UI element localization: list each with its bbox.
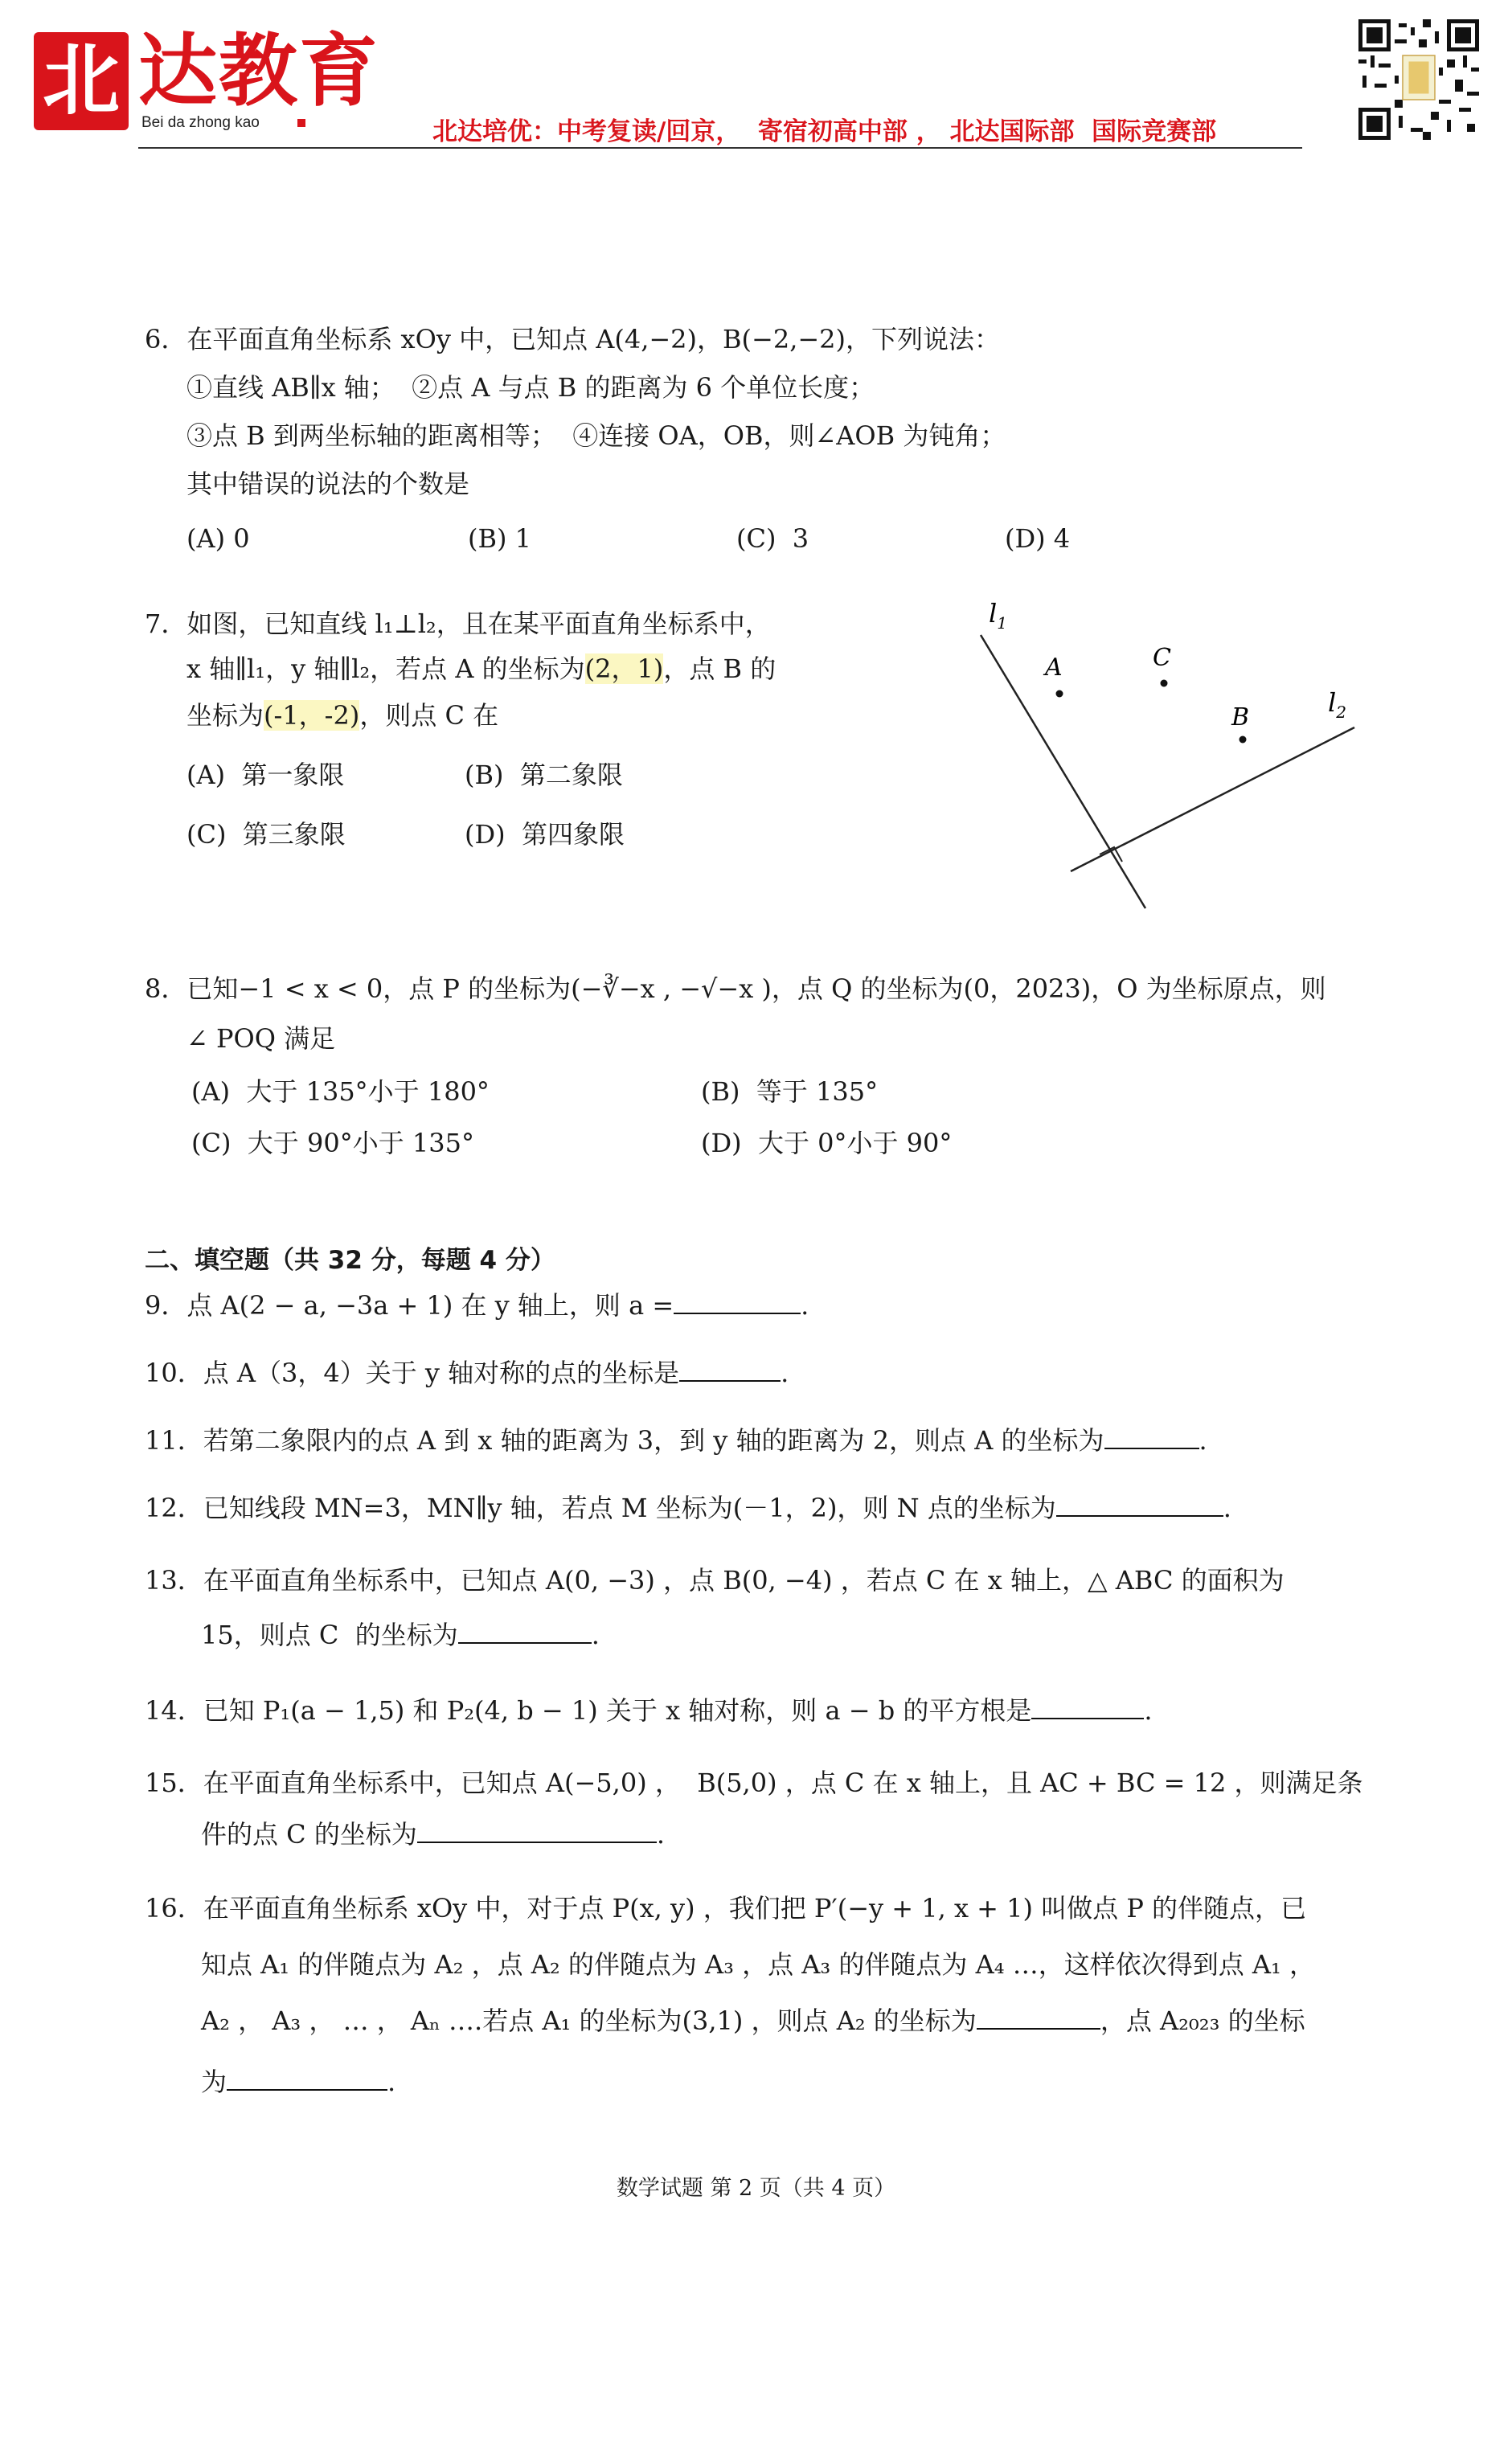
period: . (781, 1358, 789, 1388)
period: . (591, 1620, 600, 1650)
qr-code-icon (1358, 19, 1479, 140)
line-l1 (981, 635, 1145, 908)
answer-blank[interactable] (458, 1620, 592, 1644)
logo-mark: 北 (34, 32, 129, 130)
question-7-line-2 (186, 653, 776, 685)
question-16-stem: 16．在平面直角坐标系 xOy 中，对于点 P(x, y) ，我们把 P′(−y + 1, x + 1) 叫做点 P 的伴随点，已 (145, 1893, 1307, 1924)
question-8-option-a: (A) 大于 135°小于 180° (191, 1076, 490, 1107)
question-6-statement-3-4: ③点 B 到两坐标轴的距离相等； ④连接 OA，OB，则∠AOB 为钝角； (186, 420, 1006, 451)
question-16-text: 为 (201, 2067, 227, 2097)
line-l2 (1071, 727, 1354, 871)
answer-blank[interactable] (1056, 1493, 1223, 1517)
question-8-option-b: (B) 等于 135° (701, 1076, 879, 1107)
point-b-coordinate: (-1，-2) (264, 700, 360, 731)
logo-text: 达教育 (138, 25, 380, 117)
point-a-coordinate: (2，1) (584, 653, 664, 684)
question-8-prompt: ∠ POQ 满足 (186, 1023, 336, 1054)
point-a (1056, 690, 1063, 698)
answer-blank[interactable] (417, 1819, 657, 1843)
question-16-text: A₂ ， A₃ ， … ， Aₙ ….若点 A₁ 的坐标为(3,1) ，则点 A₂ 的坐标为 (201, 2005, 977, 2036)
question-7-option-a: (A) 第一象限 (186, 760, 345, 790)
question-12-text: 12．已知线段 MN=3，MN∥y 轴，若点 M 坐标为(－1，2)，则 N 点的坐标为 (145, 1493, 1056, 1523)
question-15-line-2 (201, 1818, 665, 1850)
question-6-option-d: (D) 4 (1005, 523, 1071, 554)
period: . (656, 1819, 666, 1850)
page-footer: 数学试题 第 2 页（共 4 页） (616, 2176, 896, 2201)
question-16-line-2: 知点 A₁ 的伴随点为 A₂ ，点 A₂ 的伴随点为 A₃ ，点 A₃ 的伴随点为 A₄ …，这样依次得到点 A₁ ， (201, 1949, 1315, 1980)
question-12 (145, 1492, 1231, 1524)
question-7-text: ，点 B 的 (663, 653, 776, 684)
question-16-line-4 (201, 2066, 395, 2098)
question-7-option-b: (B) 第二象限 (465, 760, 623, 790)
period: . (1144, 1695, 1153, 1726)
question-7-figure (949, 587, 1383, 932)
answer-blank[interactable] (679, 1358, 781, 1382)
question-10 (145, 1357, 789, 1389)
question-7-option-c: (C) 第三象限 (186, 819, 346, 850)
question-13-text: 15，则点 C 的坐标为 (201, 1620, 458, 1650)
question-8-option-d: (D) 大于 0°小于 90° (701, 1128, 953, 1158)
label-l1: $l_1$ (989, 598, 1007, 633)
point-c (1161, 680, 1168, 687)
question-9 (145, 1289, 809, 1321)
question-16-line-3 (201, 2005, 1305, 2037)
question-7-text: x 轴∥l₁，y 轴∥l₂，若点 A 的坐标为 (186, 653, 585, 684)
question-7-text: 坐标为 (186, 700, 264, 731)
logo-dot (297, 119, 305, 127)
question-14 (145, 1694, 1153, 1727)
question-7-option-d: (D) 第四象限 (465, 819, 625, 850)
period: . (1223, 1493, 1231, 1523)
question-6-option-c: (C) 3 (736, 523, 809, 554)
logo-subtitle: Bei da zhong kao (141, 114, 260, 131)
answer-blank-2[interactable] (227, 2067, 387, 2091)
question-6-option-a: (A) 0 (186, 523, 250, 554)
question-6-statement-1-2: ①直线 AB∥x 轴； ②点 A 与点 B 的距离为 6 个单位长度； (186, 372, 875, 403)
period: . (387, 2067, 396, 2097)
question-6-option-b: (B) 1 (468, 523, 532, 554)
question-16-text: ，点 A₂₀₂₃ 的坐标 (1100, 2005, 1305, 2036)
question-6-prompt: 其中错误的说法的个数是 (186, 469, 470, 499)
label-a: A (1045, 653, 1063, 682)
point-b (1240, 736, 1247, 744)
question-11-text: 11．若第二象限内的点 A 到 x 轴的距离为 3，到 y 轴的距离为 2，则点 A 的坐标为 (145, 1425, 1104, 1456)
header-slogan: 北达培优：中考复读/回京， 寄宿初高中部 ， 北达国际部 国际竞赛部 (432, 117, 1217, 146)
question-9-text: 9．点 A(2 − a, −3a + 1) 在 y 轴上，则 a = (145, 1290, 674, 1321)
question-13-line-2 (201, 1619, 600, 1651)
answer-blank[interactable] (1031, 1695, 1144, 1719)
section-heading: 二、填空题（共 32 分，每题 4 分） (145, 1246, 555, 1275)
question-7-line-3 (186, 699, 498, 731)
question-15-text: 件的点 C 的坐标为 (201, 1819, 417, 1850)
question-8-option-c: (C) 大于 90°小于 135° (191, 1128, 474, 1158)
question-7-stem: 7．如图，已知直线 l₁⊥l₂，且在某平面直角坐标系中， (145, 608, 771, 639)
question-11 (145, 1424, 1207, 1456)
period: . (801, 1290, 809, 1321)
label-c: C (1153, 644, 1171, 672)
question-10-text: 10．点 A（3，4）关于 y 轴对称的点的坐标是 (145, 1358, 680, 1388)
question-14-text: 14．已知 P₁(a − 1,5) 和 P₂(4, b − 1) 关于 x 轴对称，则 a − b 的平方根是 (145, 1695, 1032, 1726)
answer-blank[interactable] (1104, 1425, 1199, 1449)
label-b: B (1231, 703, 1250, 731)
header-divider (138, 147, 1302, 149)
question-8-stem: 8．已知−1 < x < 0，点 P 的坐标为(−∛−x , −√−x )，点 Q 的坐标为(0，2023)，O 为坐标原点，则 (145, 973, 1326, 1004)
question-7-text: ，则点 C 在 (359, 700, 499, 731)
question-15-stem: 15．在平面直角坐标系中，已知点 A(−5,0) ， B(5,0) ，点 C 在 x 轴上，且 AC + BC = 12 ，则满足条 (145, 1768, 1363, 1798)
question-13-stem: 13．在平面直角坐标系中，已知点 A(0, −3) ，点 B(0, −4) ，若点 C 在 x 轴上，△ ABC 的面积为 (145, 1565, 1285, 1596)
answer-blank-1[interactable] (977, 2005, 1100, 2030)
label-l2: $l_2$ (1328, 687, 1346, 722)
answer-blank[interactable] (674, 1290, 801, 1314)
question-6-stem: 6．在平面直角坐标系 xOy 中，已知点 A(4,−2)，B(−2,−2)，下列说法： (145, 324, 1001, 354)
period: . (1199, 1425, 1207, 1456)
